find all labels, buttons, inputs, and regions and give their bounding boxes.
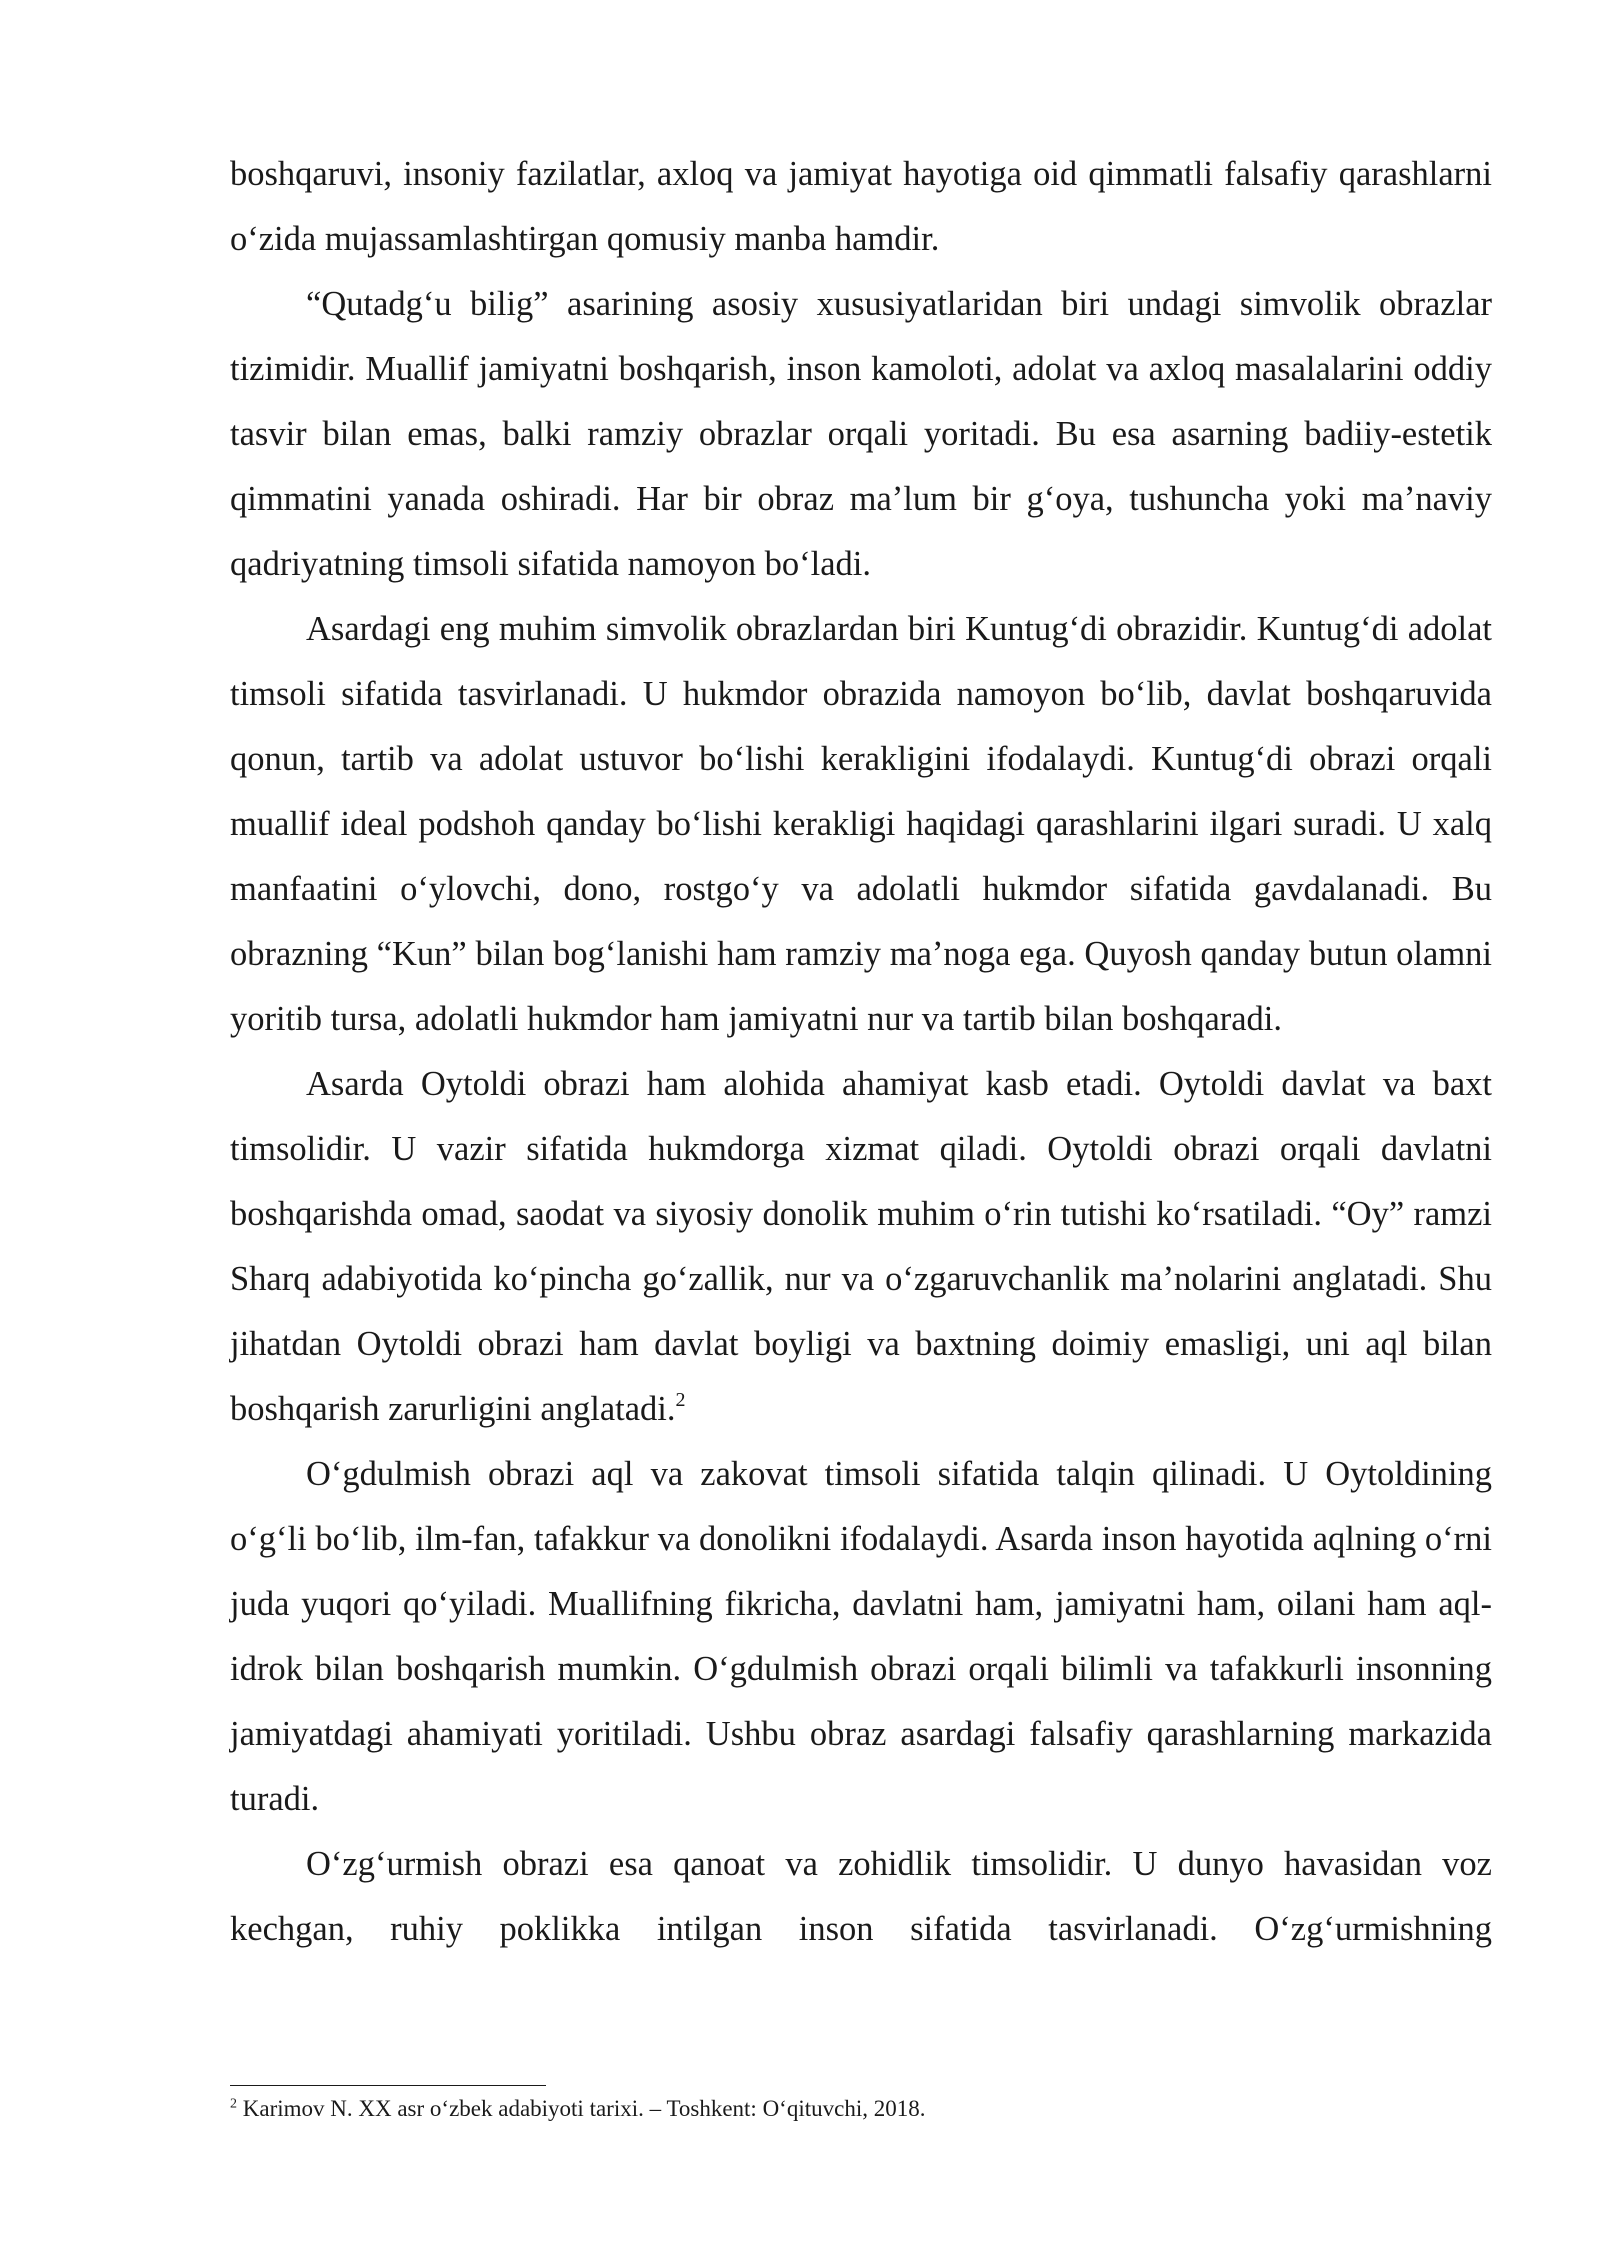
paragraph-5 [230,1442,1492,1832]
footnote-text: Karimov N. XX asr oʻzbek adabiyoti tarixi. – Toshkent: Oʻqituvchi, 2018. [242,2096,926,2121]
paragraph-3 [230,597,1492,1052]
paragraph-1 [230,142,1492,272]
footnote-reference[interactable]: 2 [675,1388,686,1411]
paragraph-text: Asarda Oytoldi obrazi ham alohida ahamiyat kasb etadi. Oytoldi davlat va baxt timsolidir. U vazir sifatida hukmdorga xizmat qiladi. Oytoldi obrazi orqali davlatni boshqarishda omad, saodat va siyosiy donolik muhim oʻrin tutishi koʻrsatiladi. “Oy” ramzi Sharq adabiyotida koʻpincha goʻzallik, nur va oʻzgaruvchanlik maʼnolarini anglatadi. Shu jihatdan Oytoldi obrazi ham davlat boyligi va baxtning doimiy emasligi, uni aql bilan boshqarish zarurligini anglatadi. [230,1065,1492,1428]
paragraph-text: Oʻzgʻurmish obrazi esa qanoat va zohidlik timsolidir. U dunyo havasidan voz kechgan, ruhiy poklikka intilgan inson sifatida tasvirlanadi. Oʻzgʻurmishning [230,1845,1492,1948]
paragraph-text: “Qutadgʻu bilig” asarining asosiy xususiyatlaridan biri undagi simvolik obrazlar tizimidir. Muallif jamiyatni boshqarish, inson kamoloti, adolat va axloq masalalarini oddiy tasvir bilan emas, balki ramziy obrazlar orqali yoritadi. Bu esa asarning badiiy-estetik qimmatini yanada oshiradi. Har bir obraz maʼlum bir gʻoya, tushuncha yoki maʼnaviy qadriyatning timsoli sifatida namoyon boʻladi. [230,285,1492,583]
paragraph-4 [230,1052,1492,1442]
footnote [230,2094,1492,2124]
footnote-separator [230,2085,546,2086]
body-text [230,142,1492,1962]
paragraph-text: boshqaruvi, insoniy fazilatlar, axloq va jamiyat hayotiga oid qimmatli falsafiy qarashlarni oʻzida mujassamlashtirgan qomusiy manba hamdir. [230,155,1492,258]
paragraph-text: Asardagi eng muhim simvolik obrazlardan biri Kuntugʻdi obrazidir. Kuntugʻdi adolat timsoli sifatida tasvirlanadi. U hukmdor obrazida namoyon boʻlib, davlat boshqaruvida qonun, tartib va adolat ustuvor boʻlishi kerakligini ifodalaydi. Kuntugʻdi obrazi orqali muallif ideal podshoh qanday boʻlishi kerakligi haqidagi qarashlarini ilgari suradi. U xalq manfaatini oʻylovchi, dono, rostgoʻy va adolatli hukmdor sifatida gavdalanadi. Bu obrazning “Kun” bilan bogʻlanishi ham ramziy maʼnoga ega. Quyosh qanday butun olamni yoritib tursa, adolatli hukmdor ham jamiyatni nur va tartib bilan boshqaradi. [230,610,1492,1038]
footnote-number: 2 [230,2096,237,2112]
paragraph-6 [230,1832,1492,1962]
paragraph-2 [230,272,1492,597]
paragraph-text: Oʻgdulmish obrazi aql va zakovat timsoli sifatida talqin qilinadi. U Oytoldining oʻgʻli boʻlib, ilm-fan, tafakkur va donolikni ifodalaydi. Asarda inson hayotida aqlning oʻrni juda yuqori qoʻyiladi. Muallifning fikricha, davlatni ham, jamiyatni ham, oilani ham aql-idrok bilan boshqarish mumkin. Oʻgdulmish obrazi orqali bilimli va tafakkurli insonning jamiyatdagi ahamiyati yoritiladi. Ushbu obraz asardagi falsafiy qarashlarning markazida turadi. [230,1455,1492,1818]
